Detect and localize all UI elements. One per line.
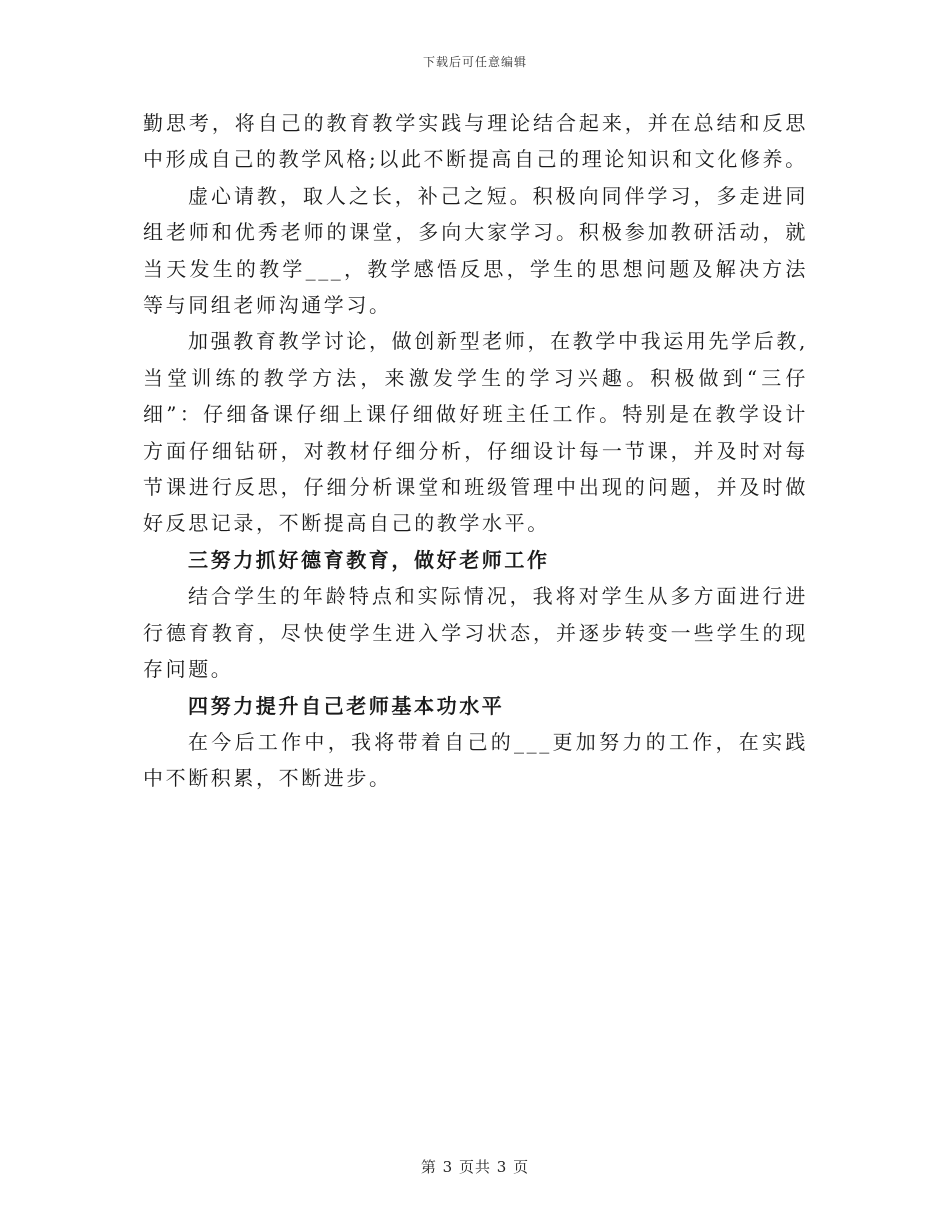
page-footer: 第 3 页共 3 页 <box>420 1158 530 1176</box>
paragraph-humble-learning: 虚心请教，取人之长，补己之短。积极向同伴学习，多走进同组老师和优秀老师的课堂，多向大家学习。积极参加教研活动，就当天发生的教学___，教学感悟反思，学生的思想问题及解决方法等与同组老师沟通学习。 <box>143 183 808 318</box>
paragraph-moral-education: 结合学生的年龄特点和实际情况，我将对学生从多方面进行进行德育教育，尽快使学生进入学习状态，并逐步转变一些学生的现存问题。 <box>143 584 808 682</box>
document-body <box>143 105 808 797</box>
section-heading-moral-education: 三努力抓好德育教育，做好老师工作 <box>188 547 550 572</box>
paragraph-continued: 勤思考，将自己的教育教学实践与理论结合起来，并在总结和反思中形成自己的教学风格;以此不断提高自己的理论知识和文化修养。 <box>143 111 808 172</box>
paragraph-teaching-research: 加强教育教学讨论，做创新型老师，在教学中我运用先学后教,当堂训练的教学方法，来激发学生的学习兴趣。积极做到“三仔细”：仔细备课仔细上课仔细做好班主任工作。特别是在教学设计方面仔细钻研，对教材仔细分析，仔细设计每一节课，并及时对每节课进行反思，仔细分析课堂和班级管理中出现的问题，并及时做好反思记录，不断提高自己的教学水平。 <box>143 329 808 536</box>
section-heading-basic-skills: 四努力提升自己老师基本功水平 <box>188 693 505 718</box>
paragraph-future-work: 在今后工作中，我将带着自己的___更加努力的工作，在实践中不断积累，不断进步。 <box>143 729 808 791</box>
page-header: 下载后可任意编辑 <box>422 55 527 69</box>
